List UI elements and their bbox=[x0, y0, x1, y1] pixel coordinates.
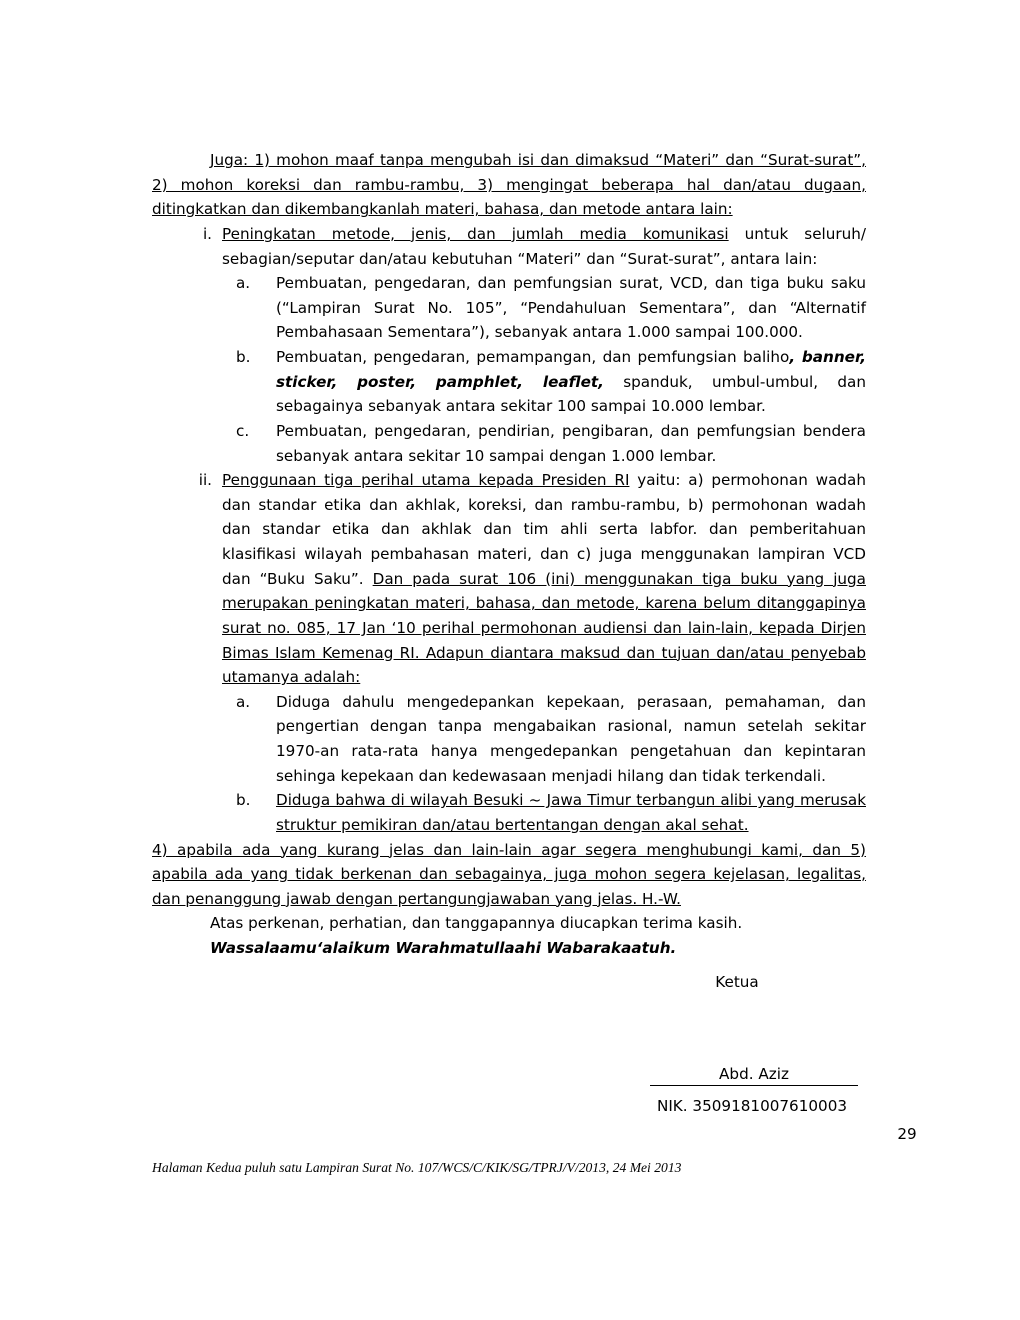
item-rest: untuk seluruh/ sebagian/seputar dan/atau kebutuhan “Materi” dan “Surat-surat”, antara lain: bbox=[222, 224, 866, 268]
list-marker: c. bbox=[236, 421, 250, 440]
text-segment-plain: Pembuatan, pengedaran, pemampangan, dan pemfungsian baliho bbox=[276, 348, 790, 366]
list-item-text: Diduga dahulu mengedepankan kepekaan, perasaan, pemahaman, dan pengertian dengan tanpa mengabaikan rasional, namun setelah sekitar 1970-an rata-rata hanya mengedepankan pengetahuan dan kepintaran sehinga kepekaan dan kedewasaan menjadi hilang dan tidak terkendali. bbox=[276, 692, 866, 785]
list-item-roman-i bbox=[174, 222, 866, 271]
underlined-lead: Penggunaan tiga perihal utama kepada Presiden RI bbox=[222, 471, 630, 490]
list-marker: b. bbox=[236, 791, 251, 810]
list-item-text: Pembuatan, pengedaran, dan pemfungsian surat, VCD, dan tiga buku saku (“Lampiran Surat No. 105”, “Pendahuluan Sementara”, dan “Alternatif Pembahasaan Sementara”), sebanyak antara 1.000 sampai 100.000. bbox=[276, 274, 866, 342]
list-item-text bbox=[222, 468, 866, 690]
document-body bbox=[152, 148, 917, 1143]
text-segment-tail: spanduk, umbul-umbul, dan sebagainya sebanyak antara sekitar 100 sampai 10.000 lembar. bbox=[276, 372, 866, 416]
list-item-b-2 bbox=[236, 788, 866, 837]
text-segment-emphasis: , banner, sticker, poster, pamphlet, leaflet, bbox=[276, 348, 866, 391]
signature-block bbox=[152, 972, 917, 1143]
thanks-line: Atas perkenan, perhatian, dan tanggapannya diucapkan terima kasih. bbox=[210, 914, 743, 933]
list-marker: ii. bbox=[198, 471, 212, 490]
list-item-text: Diduga bahwa di wilayah Besuki ~ Jawa Timur terbangun alibi yang merusak struktur pemikiran dan/atau bertentangan dengan akal sehat. bbox=[276, 791, 866, 834]
signature-title: Ketua bbox=[715, 972, 759, 991]
list-item-b-1 bbox=[236, 345, 866, 419]
list-marker: b. bbox=[236, 348, 251, 366]
list-item-roman-ii bbox=[174, 468, 866, 690]
footer-note: Halaman Kedua puluh satu Lampiran Surat No. 107/WCS/C/KIK/SG/TPRJ/V/2013, 24 Mei 2013 bbox=[152, 1160, 682, 1175]
list-item-text: Pembuatan, pengedaran, pendirian, pengibaran, dan pemfungsian bendera sebanyak antara sekitar 10 sampai dengan 1.000 lembar. bbox=[276, 421, 866, 465]
list-item-text bbox=[276, 345, 866, 419]
list-item-text bbox=[222, 222, 866, 271]
list-marker: i. bbox=[202, 224, 212, 243]
list-marker: a. bbox=[236, 274, 251, 293]
underlined-tail: Dan pada surat 106 (ini) menggunakan tiga buku yang juga merupakan peningkatan materi, bahasa, dan metode, karena belum ditanggapinya surat no. 085, 17 Jan ‘10 perihal permohonan audiensi dan lain-lain, kepada Dirjen Bimas Islam Kemenag RI. Adapun diantara maksud dan tujuan dan/atau penyebab utamanya adalah: bbox=[222, 569, 866, 687]
page-number: 29 bbox=[897, 1124, 917, 1143]
closing-paragraph: 4) apabila ada yang kurang jelas dan lain-lain agar segera menghubungi kami, dan 5) apabila ada yang tidak berkenan dan sebagainya, juga mohon segera kejelasan, legalitas, dan penanggung jawab dengan pertangungjawaban yang jelas. H.-W. bbox=[152, 840, 866, 908]
list-marker: a. bbox=[236, 692, 251, 711]
salam-line: Wassalaamu‘alaikum Warahmatullaahi Wabarakaatuh. bbox=[210, 939, 677, 957]
underlined-lead: Peningkatan metode, jenis, dan jumlah media komunikasi bbox=[222, 224, 729, 243]
list-item-a-2 bbox=[236, 690, 866, 789]
list-item-c-1 bbox=[236, 419, 866, 468]
list-item-a-1 bbox=[236, 271, 866, 345]
signature-nik: NIK. 3509181007610003 bbox=[656, 1096, 848, 1115]
item-rest: yaitu: a) permohonan wadah dan standar etika dan akhlak, koreksi, dan rambu-rambu, b) permohonan wadah dan standar etika dan akhlak dan tim ahli serta labfor. dan pemberitahuan klasifikasi wilayah pembahasan materi, dan c) juga menggunakan lampiran VCD dan “Buku Saku”. bbox=[222, 471, 866, 588]
intro-paragraph: Juga: 1) mohon maaf tanpa mengubah isi dan dimaksud “Materi” dan “Surat-surat”, 2) mohon koreksi dan rambu-rambu, 3) mengingat beberapa hal dan/atau dugaan, ditingkatkan dan dikembangkanlah materi, bahasa, dan metode antara lain: bbox=[152, 151, 866, 219]
signature-name: Abd. Aziz bbox=[650, 1065, 858, 1086]
